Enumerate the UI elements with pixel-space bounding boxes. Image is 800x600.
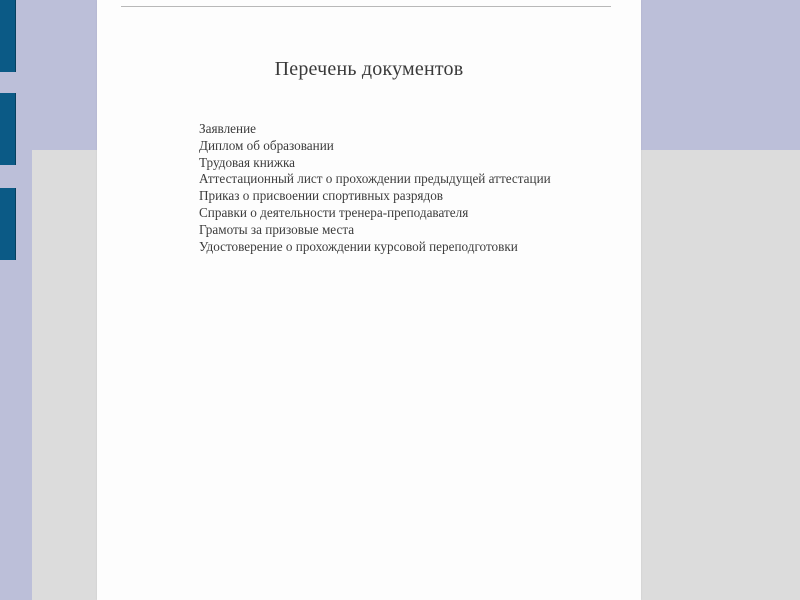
slide-tab-marker — [0, 93, 16, 165]
list-item: Аттестационный лист о прохождении предыдущей аттестации — [199, 171, 551, 187]
document-title: Перечень документов — [274, 58, 464, 80]
list-item: Приказ о присвоении спортивных разрядов — [199, 188, 444, 204]
slide-tab-marker — [0, 188, 16, 260]
slide-tab-marker — [0, 0, 16, 72]
list-item: Диплом об образовании — [199, 137, 334, 153]
scanned-document-page — [97, 0, 641, 600]
list-item: Грамоты за призовые места — [199, 221, 355, 237]
list-item: Справки о деятельности тренера-преподавателя — [199, 204, 469, 220]
list-item: Заявление — [199, 121, 256, 136]
document-list — [199, 121, 551, 255]
list-item: Трудовая книжка — [199, 154, 296, 170]
scan-edge-line — [121, 6, 611, 7]
list-item: Удостоверение о прохождении курсовой переподготовки — [199, 238, 518, 254]
